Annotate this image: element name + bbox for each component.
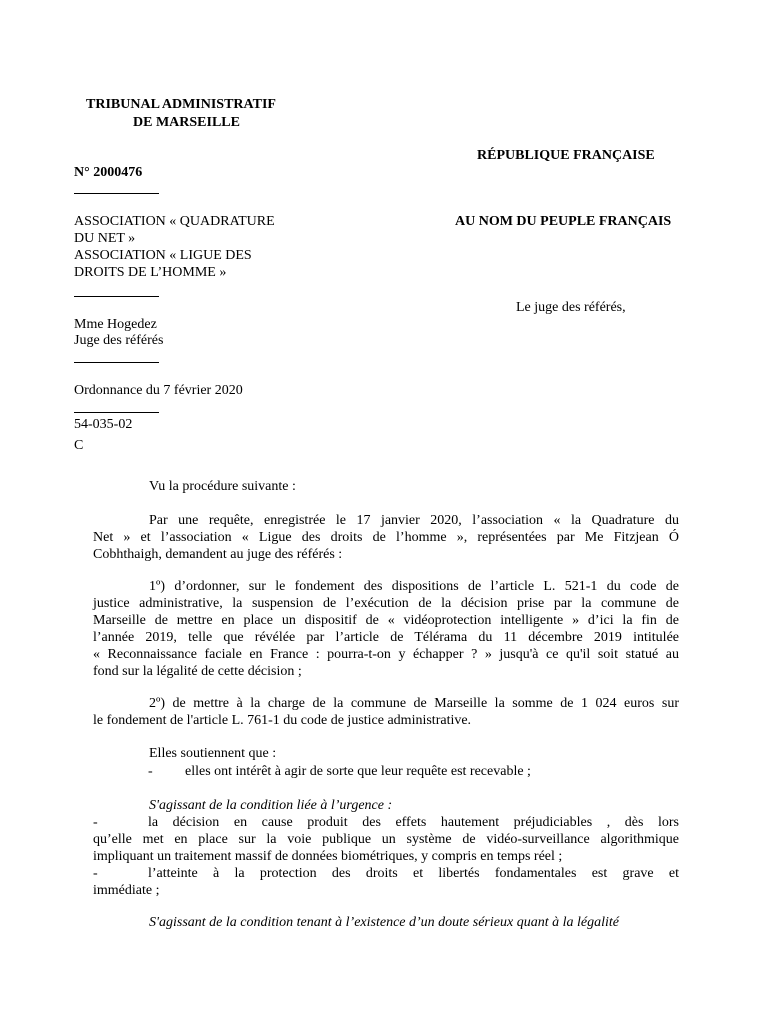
paragraph-line: l’année 2019, telle que révélée par l’article de Télérama du 11 décembre 2019 intitulée <box>93 630 679 645</box>
judge-name: Mme Hogedez <box>74 317 157 332</box>
court-name-line1: TRIBUNAL ADMINISTRATIF <box>86 97 276 112</box>
order-date: Ordonnance du 7 février 2020 <box>74 383 243 398</box>
paragraph-line: 1º) d’ordonner, sur le fondement des dispositions de l’article L. 521-1 du code de <box>149 579 679 594</box>
paragraph-line: Par une requête, enregistrée le 17 janvier 2020, l’association « la Quadrature du <box>149 513 679 528</box>
separator-rule <box>74 296 159 297</box>
urgency-item-1 <box>93 814 679 865</box>
party-line: DU NET » <box>74 231 136 246</box>
paragraph-line: impliquant un traitement massif de données biométriques, y compris en temps réel ; <box>93 849 563 864</box>
argument-item: elles ont intérêt à agir de sorte que leur requête est recevable ; <box>185 764 531 779</box>
paragraph-line: Net » et l’association « Ligue des droits de l’homme », représentées par Me Fitzjean Ó <box>93 530 679 545</box>
paragraph-line: - la décision en cause produit des effets hautement préjudiciables , dès lors <box>93 815 679 830</box>
republic-heading: RÉPUBLIQUE FRANÇAISE <box>477 148 655 163</box>
paragraph-line: immédiate ; <box>93 883 160 898</box>
classification-code: 54-035-02 <box>74 417 133 432</box>
judge-heading: Le juge des référés, <box>516 300 626 315</box>
paragraph-line: qu’elle met en place sur la voie publique un système de vidéo-surveillance algorithmique <box>93 832 679 847</box>
court-name-line2: DE MARSEILLE <box>133 115 240 130</box>
paragraph-line: 2º) de mettre à la charge de la commune de Marseille la somme de 1 024 euros sur <box>149 696 679 711</box>
party-line: DROITS DE L’HOMME » <box>74 265 227 280</box>
paragraph-request <box>93 512 679 563</box>
doubt-heading: S'agissant de la condition tenant à l’existence d’un doute sérieux quant à la légalité <box>149 915 619 930</box>
classification-letter: C <box>74 438 84 453</box>
party-line: ASSOCIATION « LIGUE DES <box>74 248 252 263</box>
paragraph-line: justice administrative, la suspension de l’exécution de la décision prise par la commune de <box>93 596 679 611</box>
people-heading: AU NOM DU PEUPLE FRANÇAIS <box>455 214 672 229</box>
paragraph-line: Marseille de mettre en place un dispositif de « vidéoprotection intelligente » d’ici la fin de <box>93 613 679 628</box>
list-dash: - <box>148 764 153 779</box>
urgency-item-2 <box>93 865 679 899</box>
separator-rule <box>74 412 159 413</box>
paragraph-line: fond sur la légalité de cette décision ; <box>93 664 302 679</box>
party-line: ASSOCIATION « QUADRATURE <box>74 214 275 229</box>
paragraph-line: - l’atteinte à la protection des droits et libertés fondamentales est grave et <box>93 866 679 881</box>
separator-rule <box>74 362 159 363</box>
paragraph-claim-1 <box>93 578 679 680</box>
judge-role: Juge des référés <box>74 333 164 348</box>
separator-rule <box>74 193 159 194</box>
paragraph-line: le fondement de l'article L. 761-1 du code de justice administrative. <box>93 713 472 728</box>
case-number: N° 2000476 <box>74 165 143 180</box>
procedure-heading: Vu la procédure suivante : <box>149 479 296 494</box>
arguments-intro: Elles soutiennent que : <box>149 746 277 761</box>
urgency-heading: S'agissant de la condition liée à l’urgence : <box>149 798 393 813</box>
paragraph-claim-2 <box>93 695 679 729</box>
paragraph-line: Cobhthaigh, demandent au juge des référés : <box>93 547 343 562</box>
paragraph-line: « Reconnaissance faciale en France : pourra-t-on y échapper ? » jusqu'à ce qu'il soit statué au <box>93 647 679 662</box>
